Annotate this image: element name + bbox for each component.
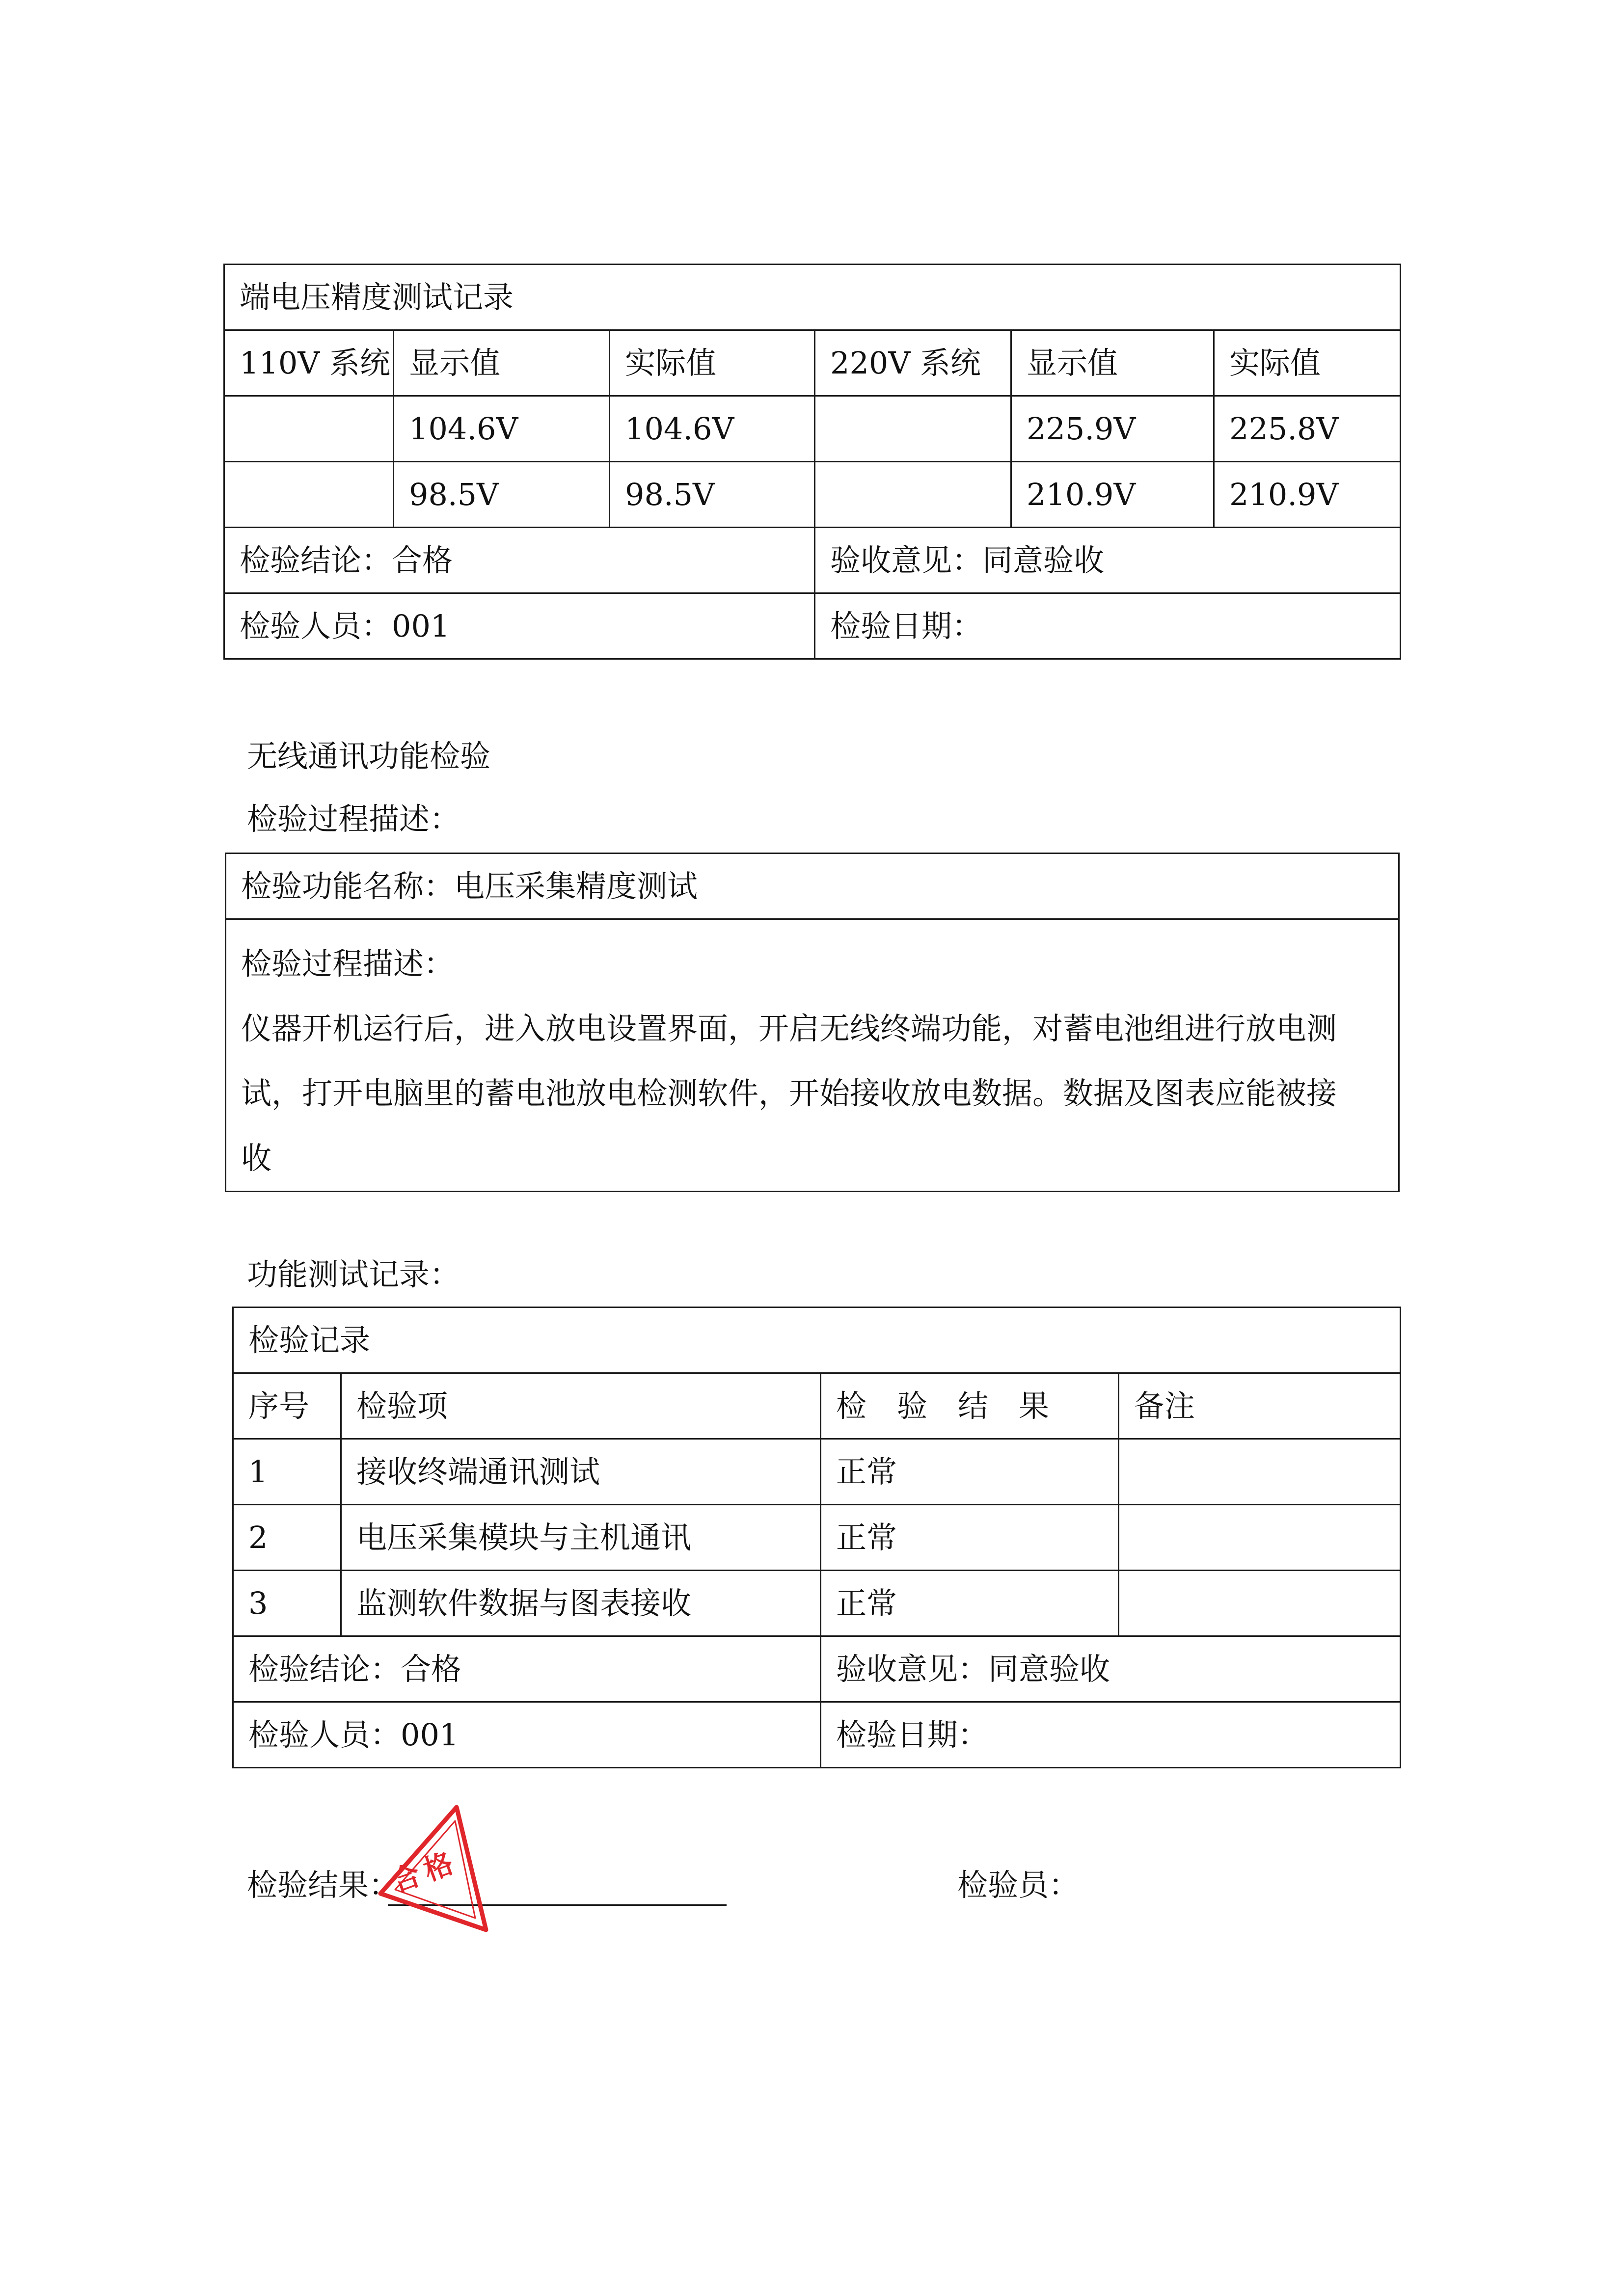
column-header: 备注 <box>1119 1373 1401 1439</box>
inspection-conclusion: 检验结论：合格 <box>233 1636 821 1702</box>
qualified-stamp <box>371 1801 498 1939</box>
section-heading: 无线通讯功能检验 <box>247 738 491 774</box>
table-cell <box>815 396 1011 462</box>
table-cell: 正常 <box>821 1571 1119 1636</box>
table-cell: 104.6V <box>394 396 610 462</box>
table-cell: 225.8V <box>1214 396 1401 462</box>
inspector-signature-label: 检验员： <box>957 1867 1080 1903</box>
function-test-table <box>232 1307 1401 1768</box>
table-cell <box>1119 1571 1401 1636</box>
process-description-label: 检验过程描述： <box>247 801 460 837</box>
table-title: 端电压精度测试记录 <box>224 265 1401 330</box>
column-header: 实际值 <box>1214 330 1401 396</box>
table-cell <box>1119 1505 1401 1571</box>
function-name: 检验功能名称：电压采集精度测试 <box>226 854 1399 919</box>
table-cell: 210.9V <box>1214 462 1401 528</box>
column-header: 220V 系统 <box>815 330 1011 396</box>
table-cell: 3 <box>233 1571 341 1636</box>
table-cell: 104.6V <box>610 396 815 462</box>
description-text: 仪器开机运行后，进入放电设置界面，开启无线终端功能，对蓄电池组进行放电测试，打开电脑里的蓄电池放电检测软件，开始接收放电数据。数据及图表应能被接收 <box>241 1011 1337 1176</box>
voltage-accuracy-table <box>223 264 1401 660</box>
acceptance-opinion: 验收意见：同意验收 <box>821 1636 1401 1702</box>
column-header: 序号 <box>233 1373 341 1439</box>
table-cell: 1 <box>233 1439 341 1505</box>
result-label: 检验结果： <box>247 1867 400 1903</box>
column-header: 显示值 <box>394 330 610 396</box>
table-cell <box>224 396 394 462</box>
inspector-name: 检验人员：001 <box>224 593 815 659</box>
table-row <box>224 462 1401 528</box>
process-description-table <box>225 853 1400 1192</box>
table-cell: 电压采集模块与主机通讯 <box>341 1505 821 1571</box>
column-header: 检验结果 <box>821 1373 1119 1439</box>
table-row <box>233 1439 1401 1505</box>
column-header: 显示值 <box>1011 330 1214 396</box>
table-cell: 正常 <box>821 1439 1119 1505</box>
table-cell: 监测软件数据与图表接收 <box>341 1571 821 1636</box>
column-header: 检验项 <box>341 1373 821 1439</box>
inspection-conclusion: 检验结论：合格 <box>224 528 815 593</box>
table-cell: 210.9V <box>1011 462 1214 528</box>
table-cell <box>224 462 394 528</box>
column-header: 110V 系统 <box>224 330 394 396</box>
table-title: 检验记录 <box>233 1308 1401 1373</box>
acceptance-opinion: 验收意见：同意验收 <box>815 528 1401 593</box>
table-cell: 225.9V <box>1011 396 1214 462</box>
inspection-date: 检验日期： <box>821 1702 1401 1768</box>
inspector-name: 检验人员：001 <box>233 1702 821 1768</box>
stamp-text: 合格 <box>387 1844 463 1899</box>
table-cell <box>1119 1439 1401 1505</box>
table-row <box>233 1505 1401 1571</box>
column-header: 实际值 <box>610 330 815 396</box>
table-cell: 2 <box>233 1505 341 1571</box>
table-cell: 正常 <box>821 1505 1119 1571</box>
inspection-date: 检验日期： <box>815 593 1401 659</box>
function-record-heading: 功能测试记录： <box>247 1256 460 1292</box>
table-cell: 接收终端通讯测试 <box>341 1439 821 1505</box>
table-cell: 98.5V <box>610 462 815 528</box>
table-cell: 98.5V <box>394 462 610 528</box>
description-label: 检验过程描述： <box>241 946 455 982</box>
table-cell <box>815 462 1011 528</box>
table-row <box>224 396 1401 462</box>
table-row <box>233 1571 1401 1636</box>
process-description-cell <box>226 919 1399 1192</box>
